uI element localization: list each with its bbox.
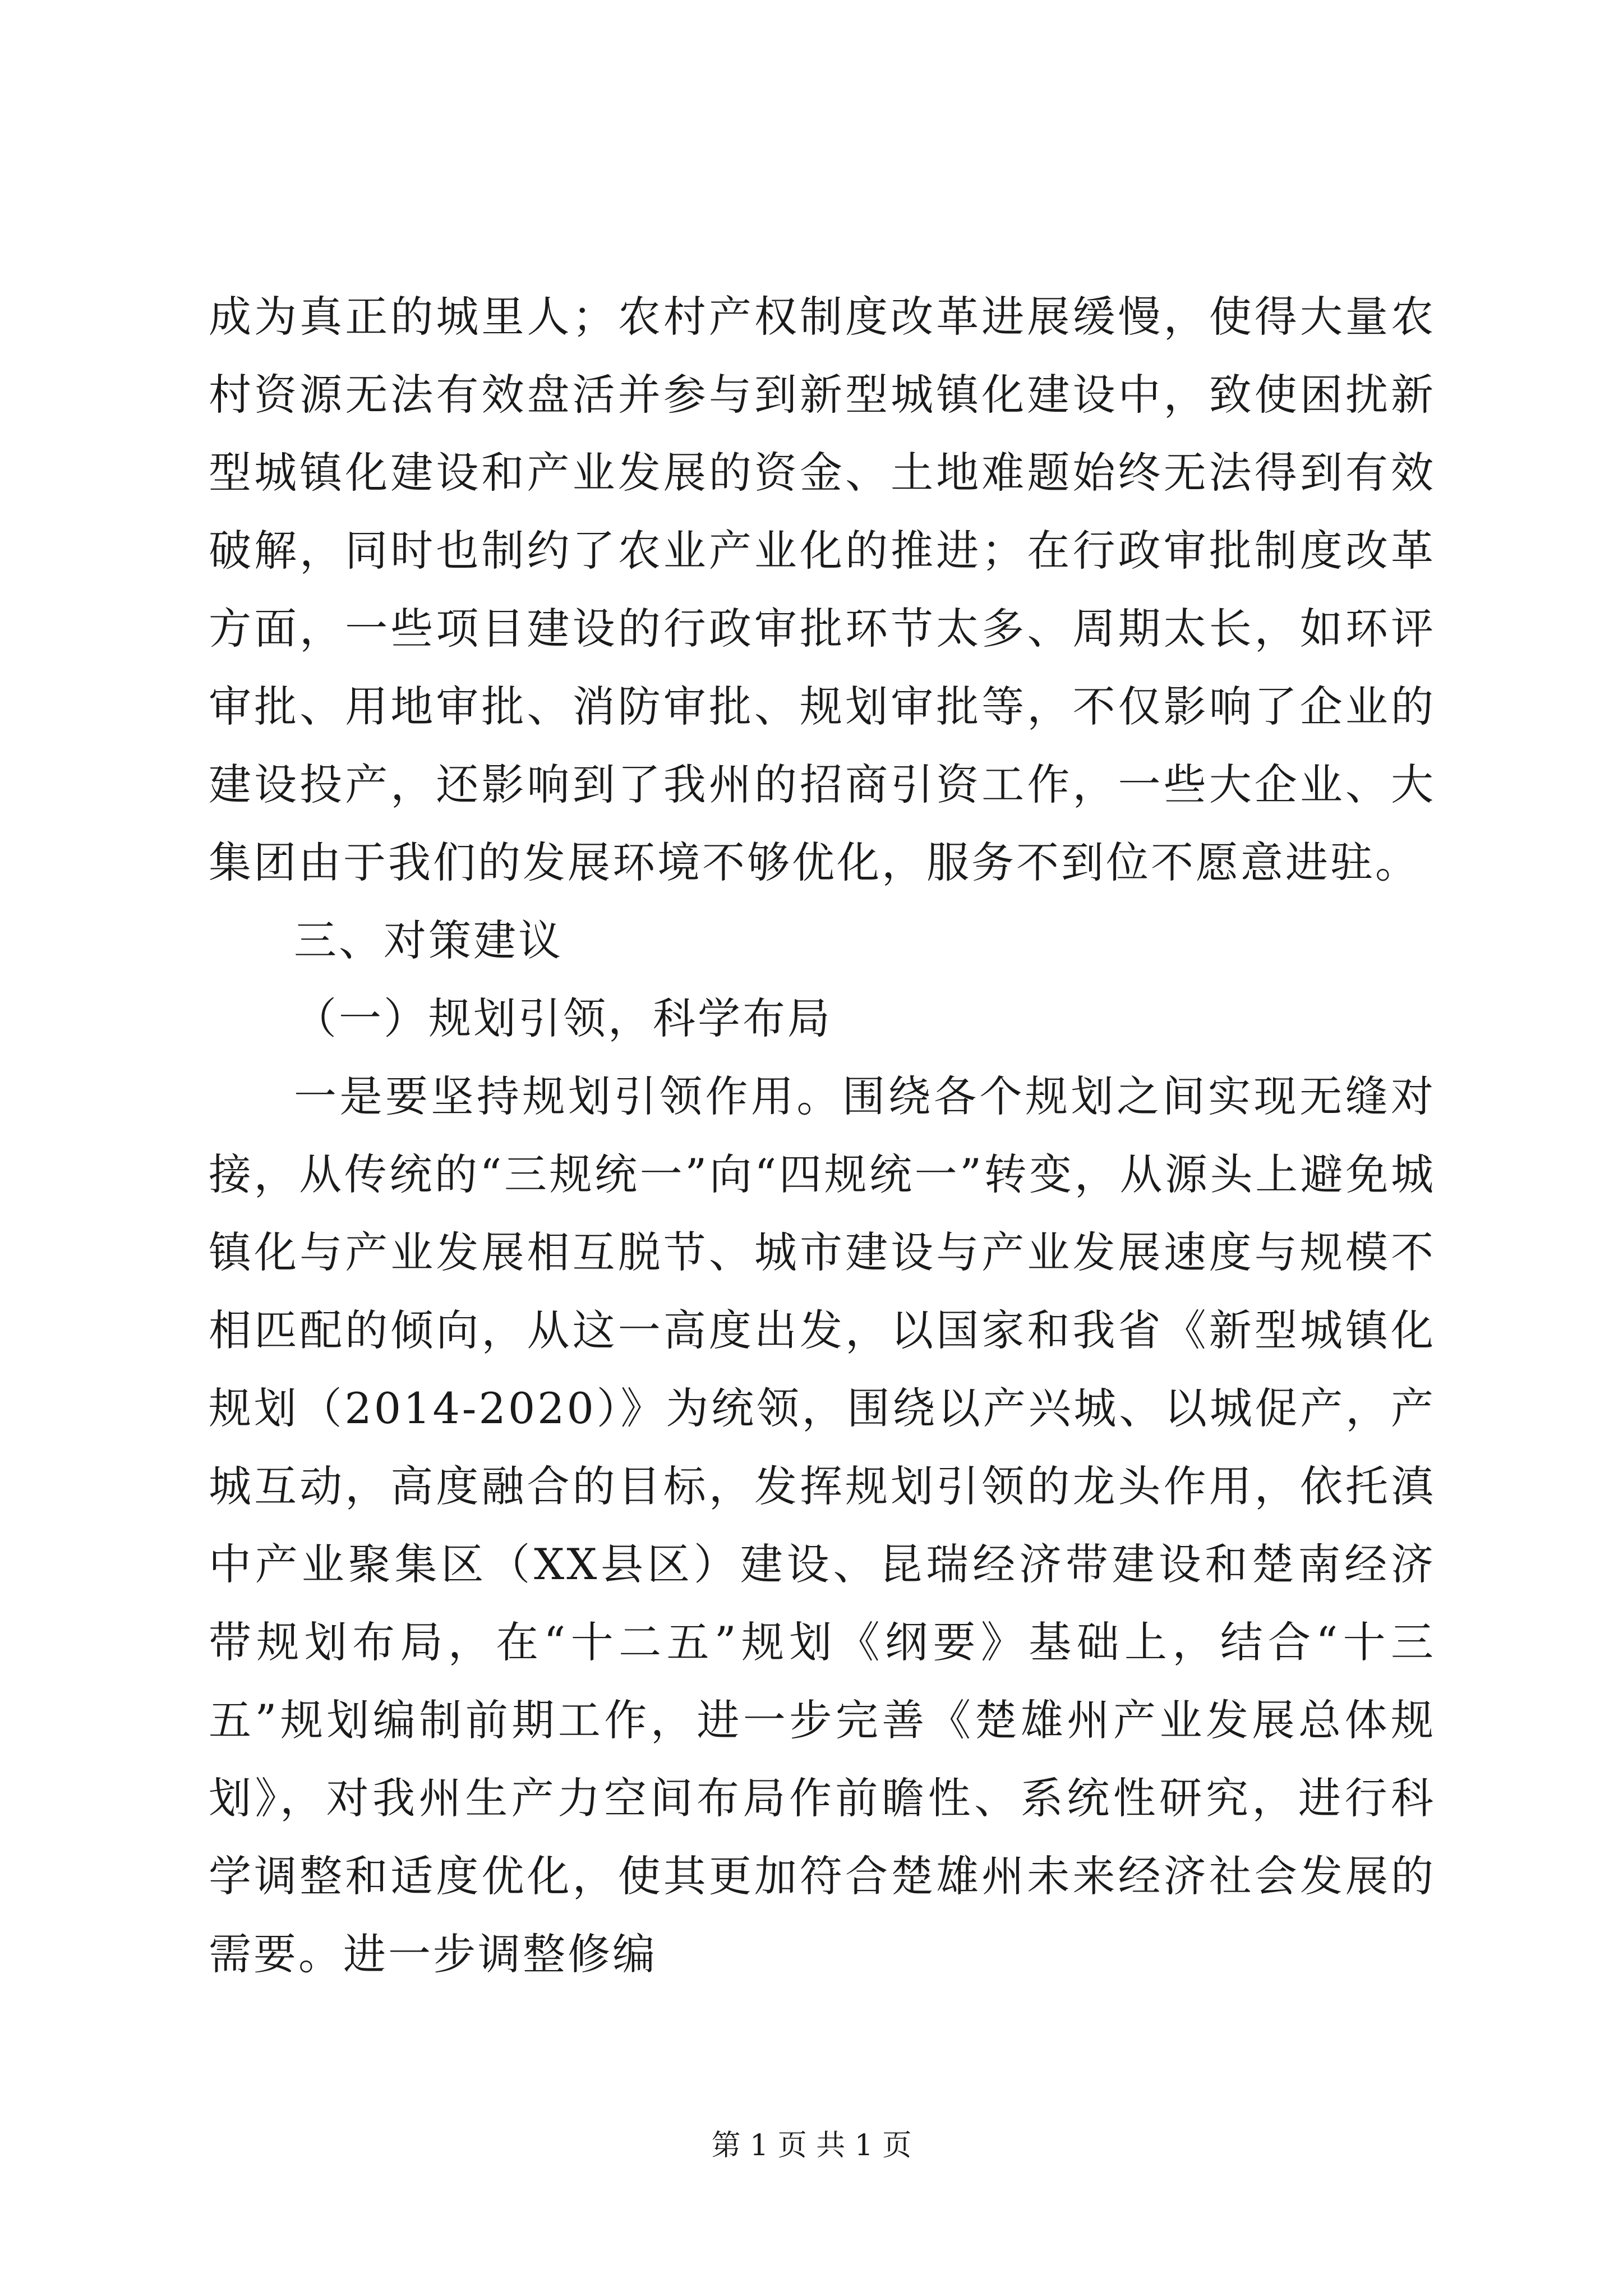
document-body <box>209 278 1436 1993</box>
paragraph-planning: 一是要坚持规划引领作用。围绕各个规划之间实现无缝对接，从传统的“三规统一”向“四规统一”转变，从源头上避免城镇化与产业发展相互脱节、城市建设与产业发展速度与规模不相匹配的倾向，从这一高度出发，以国家和我省《新型城镇化规划（2014-2020）》为统领，围绕以产兴城、以城促产，产城互动，高度融合的目标，发挥规划引领的龙头作用，依托滇中产业聚集区（XX县区）建设、昆瑞经济带建设和楚南经济带规划布局，在“十二五”规划《纲要》基础上，结合“十三五”规划编制前期工作，进一步完善《楚雄州产业发展总体规划》，对我州生产力空间布局作前瞻性、系统性研究，进行科学调整和适度优化，使其更加符合楚雄州未来经济社会发展的需要。进一步调整修编 <box>209 1071 1436 1979</box>
section-heading: 三、对策建议 <box>294 915 563 965</box>
subsection-heading: （一）规划引领，科学布局 <box>294 993 832 1043</box>
page-footer: 第 1 页 共 1 页 <box>711 2129 912 2162</box>
paragraph-continuation: 成为真正的城里人；农村产权制度改革进展缓慢，使得大量农村资源无法有效盘活并参与到新型城镇化建设中，致使困扰新型城镇化建设和产业发展的资金、土地难题始终无法得到有效破解，同时也制约了农业产业化的推进；在行政审批制度改革方面，一些项目建设的行政审批环节太多、周期太长，如环评审批、用地审批、消防审批、规划审批等，不仅影响了企业的建设投产，还影响到了我州的招商引资工作，一些大企业、大集团由于我们的发展环境不够优化，服务不到位不愿意进驻。 <box>209 292 1436 887</box>
